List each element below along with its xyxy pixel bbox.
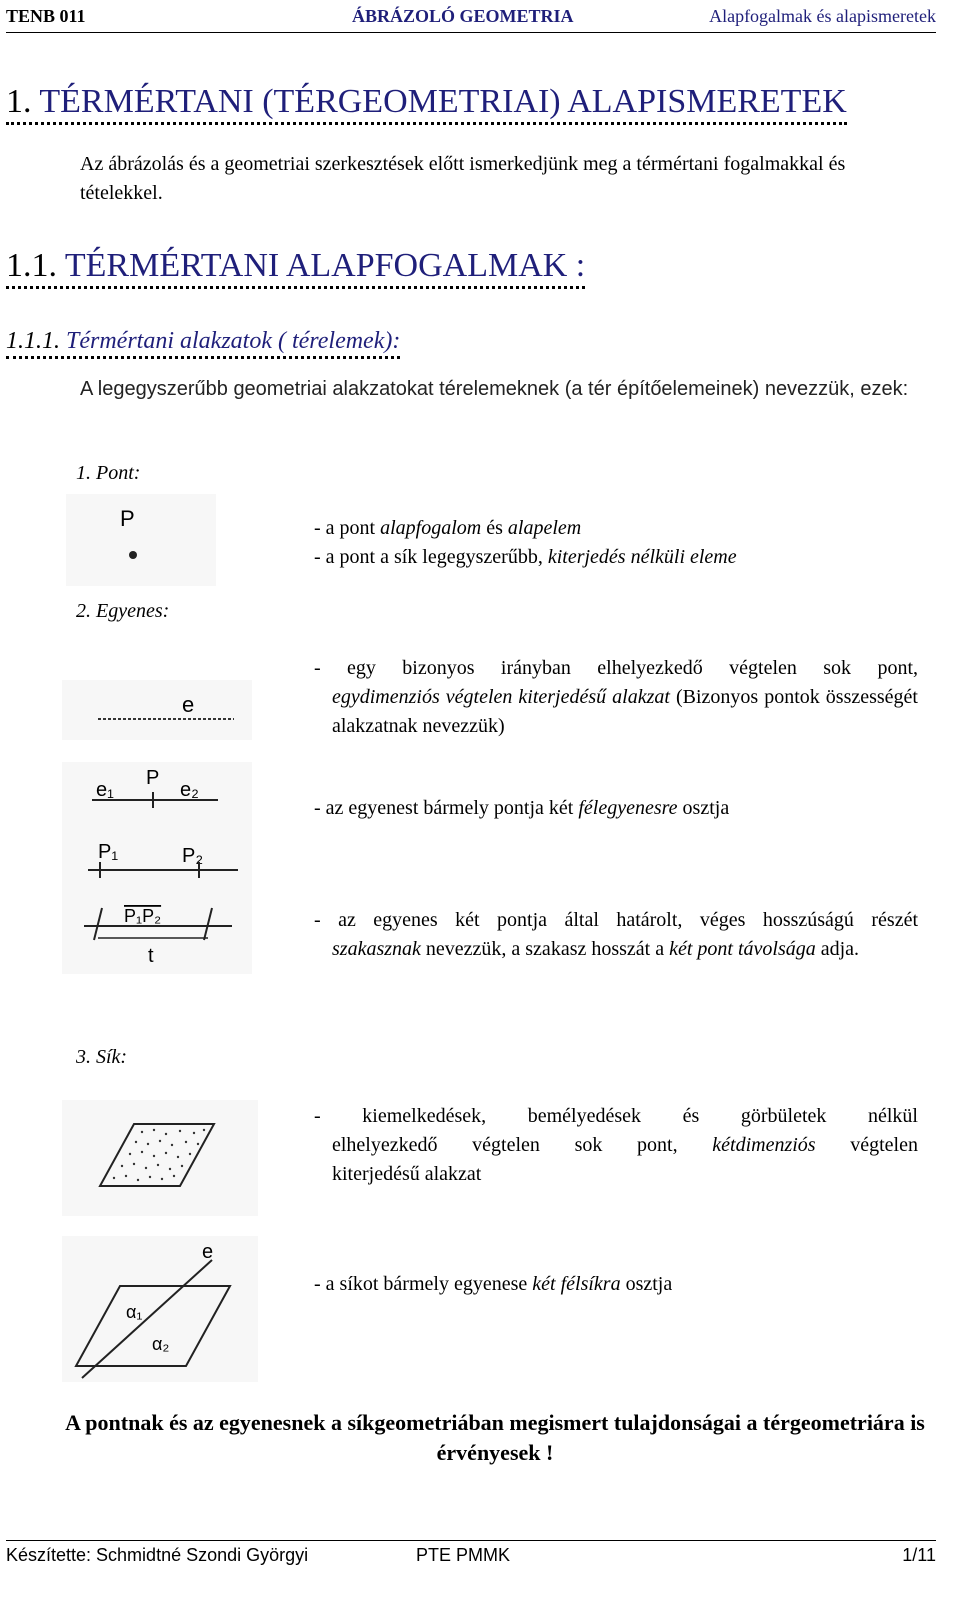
point-fig-label: P [120, 506, 135, 531]
line-figure [62, 680, 252, 740]
text: kiterjedésű alakzat [332, 1163, 482, 1185]
text-italic: egydimenziós végtelen kiterjedésű alakzat [332, 686, 670, 708]
half-plane-figure [62, 1236, 258, 1382]
cut-mark-2 [204, 908, 212, 940]
page-number: 1/11 [902, 1545, 936, 1565]
text: - az egyenest bármely pontja két [314, 797, 579, 819]
text: (Bizonyos pontok összességét alakzatnak nevezzük) [332, 686, 918, 737]
fig-label-p1p2: P₁P₂ [124, 906, 162, 926]
text-italic: kétdimenziós [712, 1134, 816, 1156]
subsection-heading [6, 246, 585, 289]
line-description-1 [314, 654, 918, 741]
fig-label-e1: e₁ [96, 779, 114, 801]
text: - kiemelkedések, bemélyedések és görbületek nélkül [314, 1105, 918, 1127]
text: adja. [815, 938, 860, 960]
line-description-3 [314, 906, 918, 964]
author: Készítette: Schmidtné Szondi Györgyi [6, 1545, 309, 1565]
fig-label-t: t [148, 945, 154, 967]
fig-label-alpha2: α₂ [152, 1334, 170, 1354]
text: - az egyenes két pontja által határolt, véges hosszúságú részét [314, 909, 918, 931]
fig-label-p: P [146, 767, 160, 789]
line-fig-label: e [182, 692, 195, 717]
text: - a síkot bármely egyenese [314, 1273, 533, 1295]
cut-mark-1 [94, 908, 102, 940]
text: - a pont a sík legegyszerűbb, [314, 546, 548, 568]
text: elhelyezkedő végtelen sok pont, [332, 1134, 713, 1156]
plane-desc2-text [314, 1270, 918, 1299]
plane-parallelogram-2 [76, 1286, 230, 1366]
course-title: ÁBRÁZOLÓ GEOMETRIA [352, 6, 574, 26]
page-footer [6, 1540, 936, 1569]
point-line-1 [314, 514, 914, 543]
fig-label-alpha1: α₁ [126, 1302, 143, 1322]
point-label: 1. Pont: [76, 462, 141, 484]
institution: PTE PMMK [416, 1545, 511, 1565]
line-desc1-cont [314, 683, 918, 741]
subsubsection-number: 1.1.1. [6, 328, 60, 354]
line-label: 2. Egyenes: [76, 600, 170, 622]
text: és [481, 517, 508, 539]
ray-segment-figure [62, 762, 252, 974]
point-figure [66, 494, 216, 586]
text: - a pont [314, 517, 381, 539]
point-dot [129, 551, 137, 559]
text-italic: két félsíkra [532, 1273, 621, 1295]
chapter-title: Alapfogalmak és alapismeretek [709, 6, 936, 26]
text: osztja [620, 1273, 673, 1295]
section-intro: Az ábrázolás és a geometriai szerkesztések előtt ismerkedjünk meg a térmértani fogalmakkal és tételekkel. [80, 153, 846, 204]
subsubsection-heading [6, 326, 400, 359]
subsubsection-intro: A legegyszerűbb geometriai alakzatokat térelemeknek (a tér építőelemeinek) nevezzük, ezek: [80, 378, 909, 400]
plane-desc1-line2 [314, 1131, 918, 1160]
subsection-number: 1.1. [6, 247, 57, 284]
course-code: TENB 011 [6, 6, 86, 26]
text-italic: két pont távolsága [669, 938, 816, 960]
fig-label-e: e [202, 1241, 214, 1263]
text: - egy bizonyos irányban elhelyezkedő végtelen sok pont, [314, 657, 918, 679]
section-heading [6, 82, 847, 125]
conclusion: A pontnak és az egyenesnek a síkgeometriában megismert tulajdonságai a térgeometriára is érvényesek ! [65, 1410, 925, 1465]
text: osztja [677, 797, 730, 819]
line-desc2-text [314, 794, 918, 823]
text-italic: félegyenesre [578, 797, 678, 819]
section-number: 1. [6, 83, 32, 120]
plane-description-2 [314, 1270, 918, 1299]
plane-label: 3. Sík: [76, 1046, 128, 1068]
fig-label-p1: P₁ [98, 841, 119, 863]
fig-label-p2: P₂ [182, 845, 204, 867]
line-description-2 [314, 794, 918, 823]
section-title: TÉRMÉRTANI (TÉRGEOMETRIAI) ALAPISMERETEK [39, 83, 847, 120]
plane-desc1-line3 [314, 1160, 918, 1189]
point-description [314, 514, 914, 572]
text-italic: alapfogalom [380, 517, 482, 539]
fig-label-e2: e₂ [180, 779, 199, 801]
subsubsection-title: Térmértani alakzatok ( térelemek): [66, 328, 401, 354]
text-italic: alapelem [507, 517, 582, 539]
plane-figure [62, 1100, 258, 1216]
point-line-2 [314, 543, 914, 572]
text-tail: végtelen [815, 1134, 918, 1156]
subsection-title: TÉRMÉRTANI ALAPFOGALMAK : [64, 247, 586, 284]
page-header [6, 4, 936, 33]
plane-description-1 [314, 1102, 918, 1189]
line-desc3-cont [314, 935, 918, 964]
text-italic: kiterjedés nélküli eleme [547, 546, 737, 568]
text-italic: szakasznak [332, 938, 421, 960]
plane-parallelogram [100, 1124, 214, 1186]
text: nevezzük, a szakasz hosszát a [420, 938, 670, 960]
